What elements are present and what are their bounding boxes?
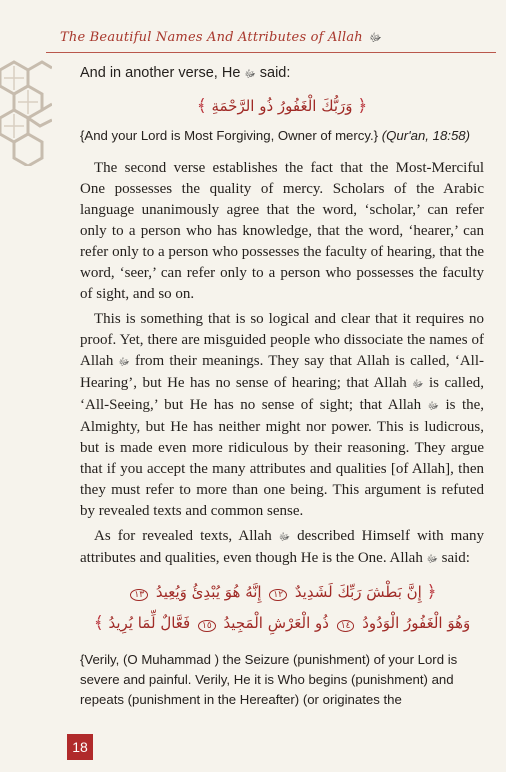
page-content [80,62,484,710]
paragraph-3 [80,526,484,570]
verse-arabic-text: إِنَّهُ هُوَ يُبْدِئُ وَيُعِيدُ [155,583,262,601]
paragraph-3-part-2: described Himself with many attributes and qualities, even though He is the One. Allah [80,528,485,566]
paragraph-2-part-4: is the, Almighty, but He has neither might nor power. This is ludicrous, but is made even more ridiculous by their reasoning. They argue that if you accept the many attributes and qualities [of Allah], then they must refer to more than one being. This argument is refuted by revealed texts and common sense. [80,397,485,519]
honorific-glyph: ﷻ [369,31,382,44]
verse-citation: (Qur'an, 18:58) [381,128,471,143]
verse-number-14: ١٤ [337,620,355,632]
verse-arabic-text: إِنَّ بَطْشَ رَبِّكَ لَشَدِيدٌ [294,583,422,601]
quran-verse-2-line-2 [80,609,484,640]
quran-verse-2 [80,578,484,640]
verse-bracket-open: ﴿ [426,582,437,602]
paragraph-3-part-3: said: [441,550,470,566]
paragraph-3-part-1: As for revealed texts, Allah [94,528,272,544]
intro-line [80,62,484,86]
paragraph-2-part-2: from their meanings. They say that Allah is called, ‘All-Hearing’, but He has no sense of hearing; that Allah [80,353,484,391]
honorific-glyph: ﷻ [118,357,130,368]
running-header [0,0,506,60]
page-number: 18 [67,734,93,760]
honorific-glyph: ﷻ [278,532,291,543]
verse-translation-2: {Verily, (O Muhammad ) the Seizure (punishment) of your Lord is severe and painful. Verily, He it is Who begins (punishment) and repeats (punishment in the Hereafter) (or originates the [80,652,458,707]
running-title [60,30,382,47]
paragraph-2 [80,309,484,522]
verse-number-12: ١٢ [269,589,287,601]
verse-bracket-close: ﴾ [196,96,207,116]
intro-text: And in another verse, He [80,65,241,81]
honorific-glyph: ﷻ [426,554,438,565]
verse-arabic-text: فَعَّالٌ لِّمَا يُرِيدُ [108,614,191,632]
honorific-glyph: ﷻ [412,379,424,390]
verse-arabic-text: وَهُوَ الْغَفُورُ الْوَدُودُ [362,614,471,632]
verse-number-13: ١٣ [130,589,148,601]
verse-arabic-text: ذُو الْعَرْشِ الْمَجِيدُ [223,614,329,632]
verse-number-15: ١٥ [198,620,216,632]
paragraph-2-part-3: is called, ‘All-Seeing,’ but He has no sense of sight; that Allah [80,375,485,413]
verse-bracket-close: ﴾ [93,613,104,633]
honorific-glyph: ﷻ [244,69,256,80]
verse-arabic-text: وَرَبُّكَ الْغَفُورُ ذُو الرَّحْمَةِ [211,97,353,115]
verse-translation-1 [80,126,484,146]
header-divider [46,52,496,53]
paragraph-1: The second verse establishes the fact that the Most-Merciful One possesses the quality of mercy. Scholars of the Arabic language unanimously agree that the word, ‘scholar,’ can refer only to a person who has knowledge, that the word, ‘hearer,’ can refer only to a person who possesses the faculty of hearing, that the word, ‘seer,’ can refer only to a person who possesses the faculty of sight, and so on. [80,160,484,302]
quran-verse-2-line-1 [80,578,484,609]
translation-text: {And your Lord is Most Forgiving, Owner of mercy.} [80,128,379,143]
paragraph-2-part-1: This is something that is so logical and clear that it requires no proof. Yet, there are misguided people who dissociate the names of Allah [80,311,484,369]
running-title-text: The Beautiful Names And Attributes of Allah [60,30,363,45]
quran-verse-1 [80,92,484,120]
geometric-ornament-icon [0,58,52,166]
honorific-glyph: ﷻ [427,401,439,412]
verse-bracket-open: ﴿ [357,96,368,116]
intro-text-after: said: [259,65,291,81]
